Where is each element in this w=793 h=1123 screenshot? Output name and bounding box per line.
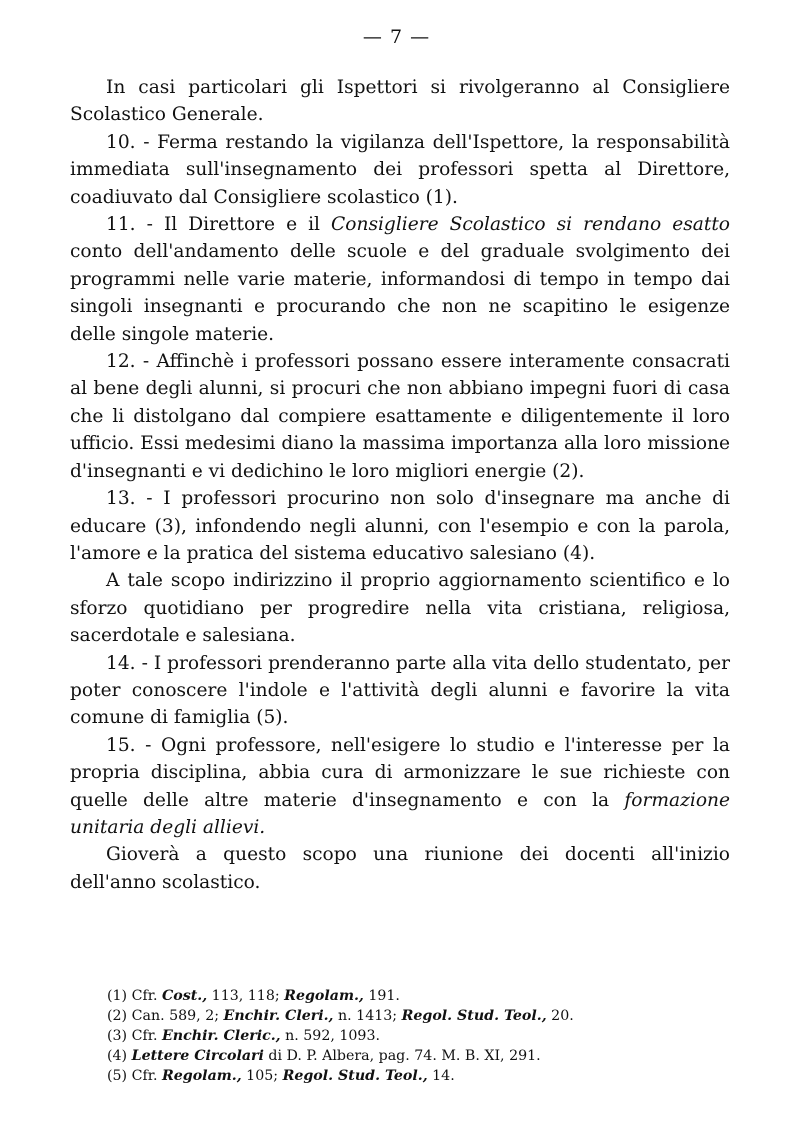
footnote-source: Lettere Circolari (131, 1048, 264, 1064)
article-11 (70, 211, 730, 348)
footnotes (107, 986, 727, 1086)
footnote-source: Regolam., (284, 988, 364, 1004)
article-13-continuation (70, 567, 730, 649)
article-number: 13. (106, 488, 136, 510)
footnote-text: 20. (546, 1008, 574, 1024)
footnote-text: Cfr. (131, 1028, 162, 1044)
footnote (107, 1006, 727, 1026)
article-15-continuation (70, 841, 730, 896)
footnote-text: n. 1413; (333, 1008, 402, 1024)
footnote (107, 986, 727, 1006)
footnote (107, 1046, 727, 1066)
article-text: - Il Direttore e il (146, 214, 332, 236)
footnote-text: n. 592, 1093. (280, 1028, 380, 1044)
footnote-text: Cfr. (131, 988, 162, 1004)
article-number: 10. (106, 131, 136, 153)
article-number: 11. (106, 214, 136, 236)
body-text (70, 74, 730, 896)
article-text: - I professori prenderanno parte alla vita dello studentato, per poter conoscere l'indole e l'attività degli alunni e favorire la vita comune di famiglia (5). (70, 652, 730, 729)
article-text-italic: formazione unitaria degli allievi. (70, 789, 730, 838)
footnote (107, 1026, 727, 1046)
intro-text: In casi particolari gli Ispettori si rivolgeranno al Consigliere Scolastico Generale. (70, 77, 730, 126)
footnote-source: Cost., (161, 988, 208, 1004)
article-text: A tale scopo indirizzino il proprio aggiornamento scientifico e lo sforzo quotidiano per progredire nella vita cristiana, religiosa, sacerdotale e salesiana. (70, 570, 730, 647)
footnote-mark: (3) (107, 1028, 128, 1044)
footnote-source: Enchir. Cleri., (223, 1008, 334, 1024)
article-15 (70, 732, 730, 842)
article-14 (70, 650, 730, 732)
article-text: conto dell'andamento delle scuole e del graduale svolgimento dei programmi nelle varie materie, informandosi di tempo in tempo dai singoli insegnanti e procurando che non ne scapitino le esigenze delle singole materie. (70, 241, 730, 345)
article-12 (70, 348, 730, 485)
footnote-source: Regol. Stud. Teol., (282, 1068, 428, 1084)
footnote-source: Regol. Stud. Teol., (401, 1008, 547, 1024)
article-10 (70, 129, 730, 211)
article-number: 14. (106, 652, 136, 674)
footnote-source: Enchir. Cleric., (161, 1028, 281, 1044)
article-number: 12. (106, 351, 136, 373)
footnote-text: Can. 589, 2; (131, 1008, 224, 1024)
article-text: - Ogni professore, nell'esigere lo studio e l'interesse per la propria disciplina, abbia cura di armonizzare le sue richieste con quelle delle altre materie d'insegnamento e con la (70, 734, 730, 811)
footnote-mark: (5) (107, 1068, 128, 1084)
footnote-source: Regolam., (161, 1068, 242, 1084)
footnote-text: 191. (363, 988, 400, 1004)
footnote (107, 1066, 727, 1086)
page-number: — 7 — (362, 26, 431, 48)
footnote-text: di D. P. Albera, pag. 74. M. B. XI, 291. (263, 1048, 541, 1064)
footnote-text: 105; (241, 1068, 283, 1084)
intro-paragraph (70, 74, 730, 129)
footnote-mark: (2) (107, 1008, 128, 1024)
footnote-mark: (1) (107, 988, 128, 1004)
article-text: Gioverà a questo scopo una riunione dei docenti all'inizio dell'anno scolastico. (70, 844, 730, 893)
article-text: - Affinchè i professori possano essere interamente consacrati al bene degli alunni, si procuri che non abbiano impegni fuori di casa che li distolgano dal compiere esattamente e diligentemente il loro ufficio. Essi medesimi diano la massima importanza alla loro missione d'insegnanti e vi dedichino le loro migliori energie (2). (70, 351, 730, 482)
footnote-text: Cfr. (131, 1068, 162, 1084)
article-text: - Ferma restando la vigilanza dell'Ispettore, la responsabilità immediata sull'insegnamento dei professori spetta al Direttore, coadiuvato dal Consigliere scolastico (1). (70, 131, 730, 208)
article-text-italic: Consigliere Scolastico si rendano esatto (331, 214, 730, 236)
footnote-mark: (4) (107, 1048, 128, 1064)
footnote-text: 14. (427, 1068, 455, 1084)
article-number: 15. (106, 734, 136, 756)
footnote-text: 113, 118; (207, 988, 285, 1004)
article-13 (70, 485, 730, 567)
article-text: - I professori procurino non solo d'insegnare ma anche di educare (3), infondendo negli alunni, con l'esempio e con la parola, l'amore e la pratica del sistema educativo salesiano (4). (70, 488, 731, 564)
